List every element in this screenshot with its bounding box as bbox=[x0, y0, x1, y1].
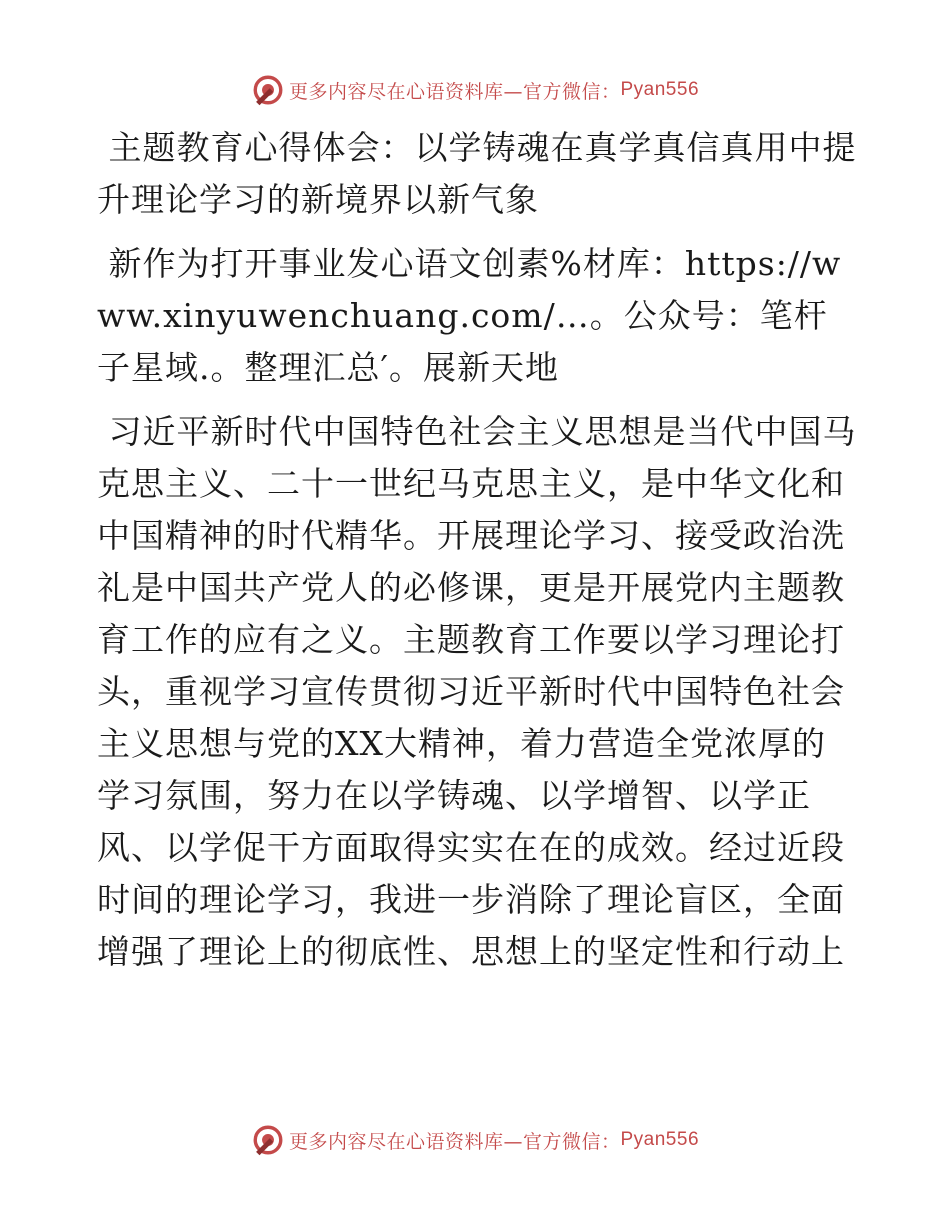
pen-logo-icon bbox=[251, 73, 285, 107]
document-subtitle: 新作为打开事业发心语文创素%材库：https://www.xinyuwenchuang.com/…。公众号：笔杆子星域.。整理汇总′。展新天地 bbox=[97, 244, 842, 387]
document-title: 主题教育心得体会：以学铸魂在真学真信真用中提升理论学习的新境界以新气象 bbox=[97, 128, 857, 219]
banner-wechat-id: Pyan556 bbox=[620, 1129, 700, 1150]
footer-banner bbox=[0, 1120, 950, 1160]
banner-wechat-id: Pyan556 bbox=[620, 79, 700, 100]
pen-logo-icon bbox=[251, 1123, 285, 1157]
banner-label: 更多内容尽在心语资料库—官方微信： bbox=[288, 80, 621, 103]
document-paragraph: 习近平新时代中国特色社会主义思想是当代中国马克思主义、二十一世纪马克思主义，是中华文化和中国精神的时代精华。开展理论学习、接受政治洗礼是中国共产党人的必修课，更是开展党内主题教育工作的应有之义。主题教育工作要以学习理论打头，重视学习宣传贯彻习近平新时代中国特色社会主义思想与党的XX大精神，着力营造全党浓厚的学习氛围，努力在以学铸魂、以学增智、以学正风、以学促干方面取得实实在在的成效。经过近段时间的理论学习，我进一步消除了理论盲区，全面增强了理论上的彻底性、思想上的坚定性和行动上 bbox=[97, 412, 857, 971]
document-body bbox=[97, 122, 857, 978]
header-banner bbox=[0, 70, 950, 110]
banner-label: 更多内容尽在心语资料库—官方微信： bbox=[288, 1130, 621, 1153]
